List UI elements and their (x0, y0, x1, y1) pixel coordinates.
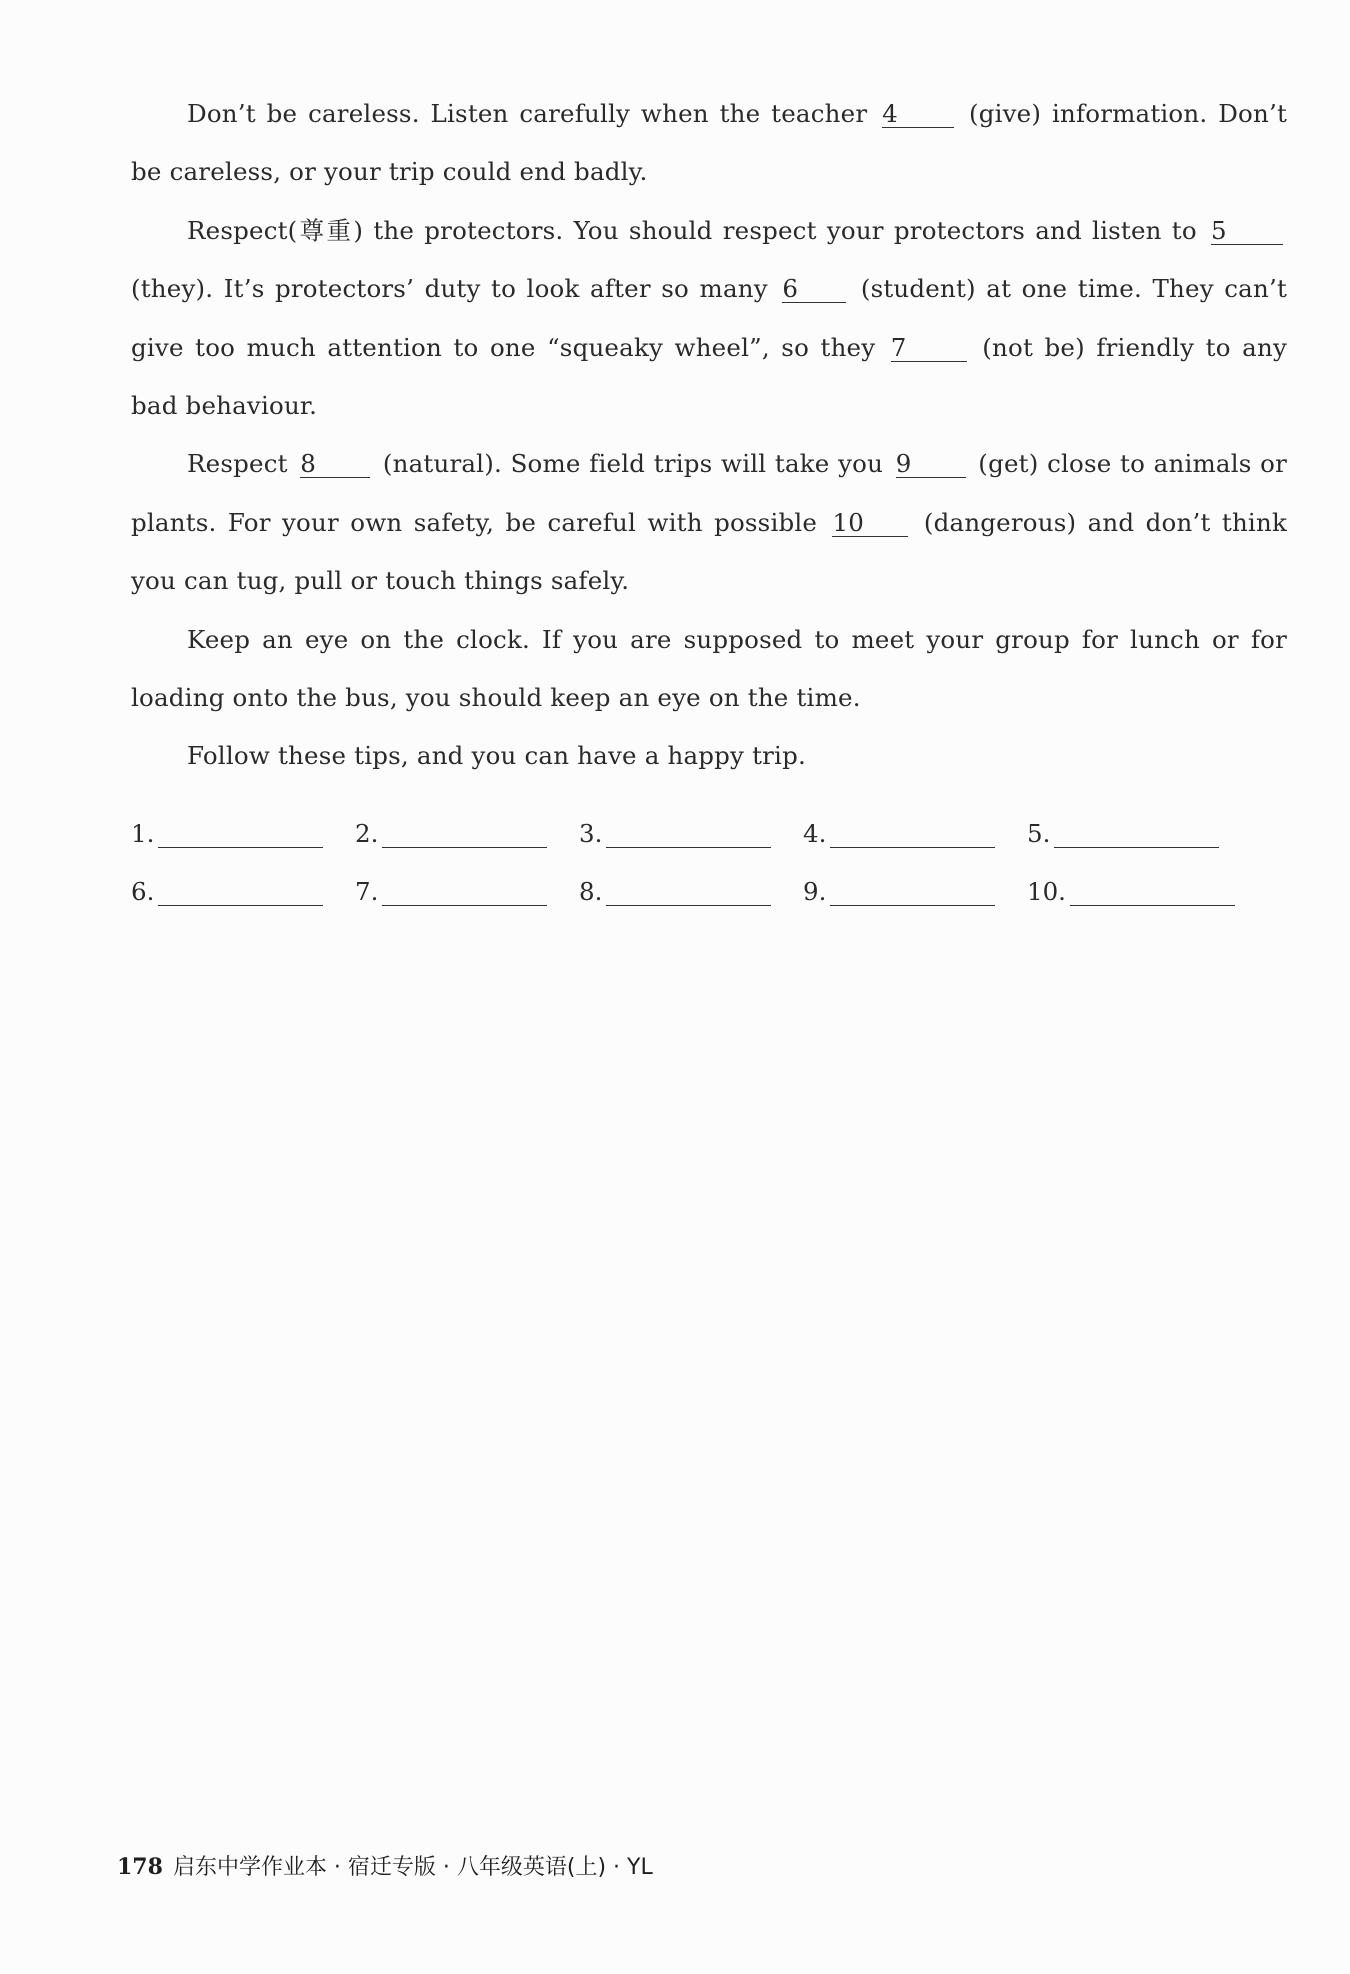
paragraph-5: Follow these tips, and you can have a happy trip. (187, 741, 806, 771)
blank-7: 7 (891, 335, 967, 362)
answer-line[interactable] (382, 881, 547, 906)
answer-blanks (131, 790, 1291, 906)
answer-row-2 (131, 848, 1291, 906)
answer-line[interactable] (158, 881, 323, 906)
blank-6: 6 (782, 276, 846, 303)
answer-row-1 (131, 790, 1291, 848)
blank-10: 10 (832, 510, 908, 537)
paragraph-3: Respect 8 (natural). Some field trips will take you 9 (get) close to animals or plants. For your own safety, be careful with possible 10 (dangerous) and don’t think you can tug, pull or touch things safely. (131, 449, 1287, 596)
answer-line[interactable] (830, 823, 995, 848)
answer-line[interactable] (382, 823, 547, 848)
answer-line[interactable] (158, 823, 323, 848)
answer-item[interactable]: 7. (355, 877, 579, 906)
answer-line[interactable] (830, 881, 995, 906)
answer-item[interactable]: 9. (803, 877, 1027, 906)
answer-item[interactable]: 3. (579, 819, 803, 848)
book-title: 启东中学作业本 · 宿迁专版 · 八年级英语(上) · YL (172, 1855, 653, 1880)
answer-item[interactable]: 10. (1027, 877, 1251, 906)
blank-5: 5 (1211, 218, 1283, 245)
answer-item[interactable]: 4. (803, 819, 1027, 848)
answer-item[interactable]: 6. (131, 877, 355, 906)
answer-line[interactable] (606, 881, 771, 906)
blank-9: 9 (896, 451, 966, 478)
paragraph-4: Keep an eye on the clock. If you are supposed to meet your group for lunch or for loading onto the bus, you should keep an eye on the time. (131, 624, 1287, 713)
answer-item[interactable]: 8. (579, 877, 803, 906)
reading-passage (131, 85, 1287, 786)
page-number: 178 (117, 1854, 163, 1880)
answer-item[interactable]: 1. (131, 819, 355, 848)
answer-line[interactable] (1054, 823, 1219, 848)
page-footer (117, 1850, 653, 1881)
answer-line[interactable] (1070, 881, 1235, 906)
blank-8: 8 (300, 451, 370, 478)
paragraph-2: Respect(尊重) the protectors. You should respect your protectors and listen to 5 (they). It’s protectors’ duty to look after so many 6 (student) at one time. They can’t give too much attention to one “squeaky wheel”, so they 7 (not be) friendly to any bad behaviour. (131, 215, 1287, 421)
answer-item[interactable]: 5. (1027, 819, 1251, 848)
blank-4: 4 (882, 101, 954, 128)
answer-line[interactable] (606, 823, 771, 848)
answer-item[interactable]: 2. (355, 819, 579, 848)
paragraph-1: Don’t be careless. Listen carefully when the teacher 4 (give) information. Don’t be careless, or your trip could end badly. (131, 99, 1287, 187)
